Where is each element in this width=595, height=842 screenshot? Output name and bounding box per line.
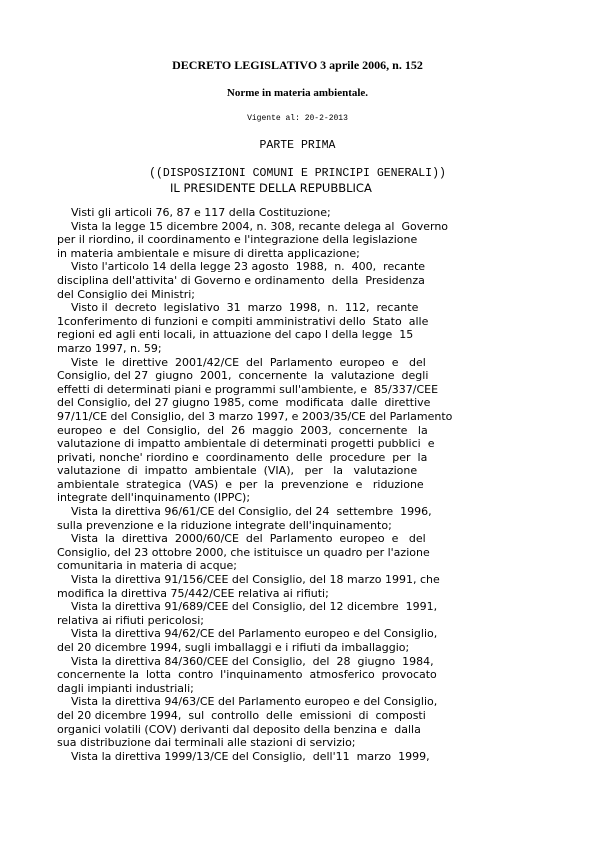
body-line: Vista la direttiva 2000/60/CE del Parlamento europeo e del — [57, 532, 426, 546]
body-line: del 20 dicembre 1994, sugli imballaggi e i rifiuti da imballaggio; — [57, 641, 410, 654]
body-line: privati, nonche' riordino e coordinamento delle procedure per la — [57, 450, 428, 464]
body-line: Viste le direttive 2001/42/CE del Parlamento europeo e del — [57, 355, 426, 369]
body-line: in materia ambientale e misure di diretta applicazione; — [57, 246, 360, 260]
body-line: regioni ed agli enti locali, in attuazione del capo I della legge 15 — [57, 328, 414, 342]
body-line: relativa ai rifiuti pericolosi; — [57, 613, 204, 627]
body-line: dagli impianti industriali; — [57, 681, 194, 695]
body-line: del Consiglio dei Ministri; — [57, 287, 195, 301]
body-line: concernente la lotta contro l'inquinamento atmosferico provocato — [57, 668, 437, 682]
body-line: Vista la legge 15 dicembre 2004, n. 308, recante delega al Governo — [57, 219, 449, 233]
body-line: Vista la direttiva 94/63/CE del Parlamento europeo e del Consiglio, — [57, 695, 438, 709]
body-line: organici volatili (COV) derivanti dal deposito della benzina e dalla — [57, 722, 421, 736]
body-line: valutazione di impatto ambientale di determinati progetti pubblici e — [57, 437, 435, 451]
body-line: effetti di determinati piani e programmi sull'ambiente, e 85/337/CEE — [57, 382, 439, 396]
body-line: del 20 dicembre 1994, sul controllo delle emissioni di composti — [57, 708, 426, 722]
disposizioni-heading: ((DISPOSIZIONI COMUNI E PRINCIPI GENERALI)) — [149, 167, 446, 180]
body-line: valutazione di impatto ambientale (VIA), per la valutazione — [57, 464, 418, 478]
body-line: sulla prevenzione e la riduzione integrate dell'inquinamento; — [57, 518, 392, 532]
document-title: DECRETO LEGISLATIVO 3 aprile 2006, n. 152 — [172, 58, 423, 72]
body-line: del Consiglio, del 27 giugno 1985, come modificata dalle direttive — [57, 396, 431, 410]
body-line: integrate dell'inquinamento (IPPC); — [57, 491, 251, 505]
body-line: marzo 1997, n. 59; — [57, 341, 162, 355]
body-line: Visti gli articoli 76, 87 e 117 della Costituzione; — [57, 206, 331, 219]
body-line: modifica la direttiva 75/442/CEE relativa ai rifiuti; — [57, 586, 329, 600]
body-line: Vista la direttiva 1999/13/CE del Consiglio, dell'11 marzo 1999, — [57, 749, 430, 763]
presidente-heading: IL PRESIDENTE DELLA REPUBBLICA — [170, 181, 372, 195]
body-line: disciplina dell'attivita' di Governo e ordinamento della Presidenza — [57, 273, 425, 287]
body-line: per il riordino, il coordinamento e l'integrazione della legislazione — [57, 233, 418, 247]
body-line: Visto il decreto legislativo 31 marzo 1998, n. 112, recante — [57, 301, 419, 315]
body-line: comunitaria in materia di acque; — [57, 559, 237, 573]
document-subtitle: Norme in materia ambientale. — [226, 87, 369, 99]
body-line: Visto l'articolo 14 della legge 23 agosto 1988, n. 400, recante — [57, 260, 426, 274]
body-line: Vista la direttiva 91/156/CEE del Consiglio, del 18 marzo 1991, che — [57, 573, 440, 587]
body-line: Consiglio, del 27 giugno 2001, concernente la valutazione degli — [57, 369, 429, 383]
body-line: Consiglio, del 23 ottobre 2000, che istituisce un quadro per l'azione — [57, 545, 430, 559]
body-line: Vista la direttiva 84/360/CEE del Consiglio, del 28 giugno 1984, — [57, 654, 434, 668]
body-line: sua distribuzione dai terminali alle stazioni di servizio; — [57, 736, 356, 750]
body-line: europeo e del Consiglio, del 26 maggio 2003, concernente la — [57, 423, 428, 437]
body-line: 1conferimento di funzioni e compiti amministrativi dello Stato alle — [57, 314, 429, 328]
body-line: Vista la direttiva 91/689/CEE del Consiglio, del 12 dicembre 1991, — [57, 600, 438, 614]
body-line: ambientale strategica (VAS) e per la prevenzione e riduzione — [57, 477, 424, 491]
body-line: Vista la direttiva 94/62/CE del Parlamento europeo e del Consiglio, — [57, 627, 438, 641]
parte-heading: PARTE PRIMA — [259, 139, 336, 152]
body-line: Vista la direttiva 96/61/CE del Consiglio, del 24 settembre 1996, — [57, 505, 432, 519]
document-body — [57, 206, 497, 763]
vigente-date: Vigente al: 20-2-2013 — [247, 114, 348, 123]
body-line: 97/11/CE del Consiglio, del 3 marzo 1997, e 2003/35/CE del Parlamento — [57, 409, 453, 423]
